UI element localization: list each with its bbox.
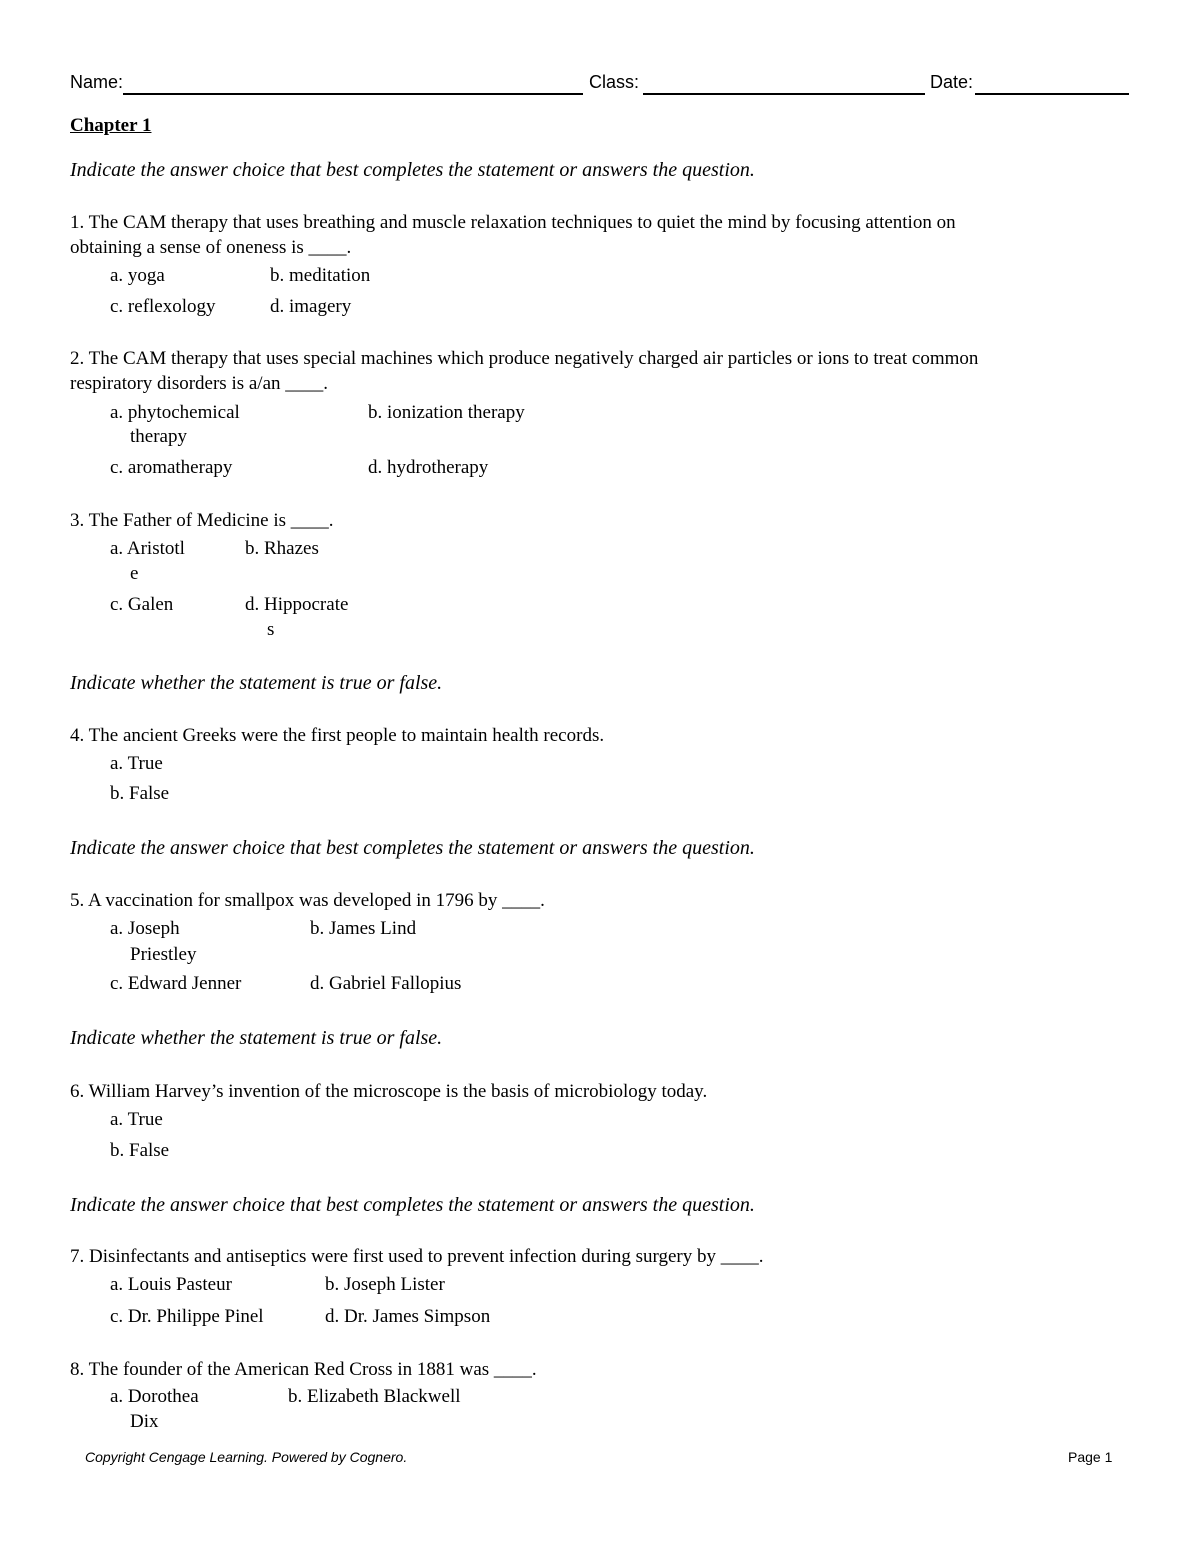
footer-copyright: Copyright Cengage Learning. Powered by Cognero. bbox=[85, 1449, 408, 1465]
instruction-mc: Indicate the answer choice that best completes the statement or answers the question. bbox=[70, 837, 755, 859]
answer-option-cont[interactable]: therapy bbox=[130, 426, 187, 447]
answer-option[interactable]: d. hydrotherapy bbox=[368, 457, 489, 478]
answer-option[interactable]: b. James Lind bbox=[310, 918, 417, 939]
question-text: 7. Disinfectants and antiseptics were first used to prevent infection during surgery by ____. bbox=[70, 1246, 764, 1267]
question-text: 6. William Harvey’s invention of the microscope is the basis of microbiology today. bbox=[70, 1081, 708, 1102]
question-text-cont: obtaining a sense of oneness is ____. bbox=[70, 237, 352, 258]
instruction-tf: Indicate whether the statement is true or false. bbox=[70, 672, 443, 694]
answer-option-cont[interactable]: s bbox=[267, 619, 275, 640]
answer-option[interactable]: c. aromatherapy bbox=[110, 457, 233, 478]
question-text: 8. The founder of the American Red Cross in 1881 was ____. bbox=[70, 1359, 537, 1380]
answer-option[interactable]: b. ionization therapy bbox=[368, 402, 525, 423]
question-text-cont: respiratory disorders is a/an ____. bbox=[70, 373, 329, 394]
answer-option[interactable]: d. Hippocrate bbox=[245, 594, 349, 615]
answer-option[interactable]: c. Edward Jenner bbox=[110, 973, 242, 994]
answer-option[interactable]: a. yoga bbox=[110, 265, 165, 286]
answer-option[interactable]: d. imagery bbox=[270, 296, 352, 317]
answer-option[interactable]: b. Joseph Lister bbox=[325, 1274, 445, 1295]
answer-option[interactable]: b. False bbox=[110, 783, 170, 804]
question-text: 1. The CAM therapy that uses breathing and muscle relaxation techniques to quiet the mind by focusing attention on bbox=[70, 212, 956, 233]
answer-option[interactable]: b. Rhazes bbox=[245, 538, 319, 559]
chapter-title: Chapter 1 bbox=[70, 115, 152, 136]
answer-option-cont[interactable]: Dix bbox=[130, 1411, 159, 1432]
answer-option-cont[interactable]: Priestley bbox=[130, 944, 197, 965]
answer-option[interactable]: d. Gabriel Fallopius bbox=[310, 973, 462, 994]
instruction-mc: Indicate the answer choice that best completes the statement or answers the question. bbox=[70, 1194, 755, 1216]
answer-option[interactable]: a. True bbox=[110, 1109, 163, 1130]
name-label: Name: bbox=[70, 72, 124, 92]
answer-option[interactable]: a. Aristotl bbox=[110, 538, 185, 559]
date-field-line[interactable] bbox=[975, 93, 1129, 95]
answer-option[interactable]: a. phytochemical bbox=[110, 402, 240, 423]
question-text: 3. The Father of Medicine is ____. bbox=[70, 510, 334, 531]
answer-option[interactable]: b. meditation bbox=[270, 265, 371, 286]
answer-option[interactable]: a. Dorothea bbox=[110, 1386, 199, 1407]
question-text: 5. A vaccination for smallpox was developed in 1796 by ____. bbox=[70, 890, 545, 911]
class-field-line[interactable] bbox=[643, 93, 925, 95]
answer-option[interactable]: c. reflexology bbox=[110, 296, 216, 317]
question-text: 2. The CAM therapy that uses special machines which produce negatively charged air particles or ions to treat common bbox=[70, 348, 979, 369]
answer-option-cont[interactable]: e bbox=[130, 563, 139, 584]
class-label: Class: bbox=[589, 72, 640, 92]
answer-option[interactable]: a. True bbox=[110, 753, 163, 774]
answer-option[interactable]: c. Galen bbox=[110, 594, 174, 615]
answer-option[interactable]: a. Joseph bbox=[110, 918, 180, 939]
answer-option[interactable]: a. Louis Pasteur bbox=[110, 1274, 232, 1295]
date-label: Date: bbox=[930, 72, 974, 92]
answer-option[interactable]: b. Elizabeth Blackwell bbox=[288, 1386, 461, 1407]
answer-option[interactable]: b. False bbox=[110, 1140, 170, 1161]
question-text: 4. The ancient Greeks were the first people to maintain health records. bbox=[70, 725, 605, 746]
name-field-line[interactable] bbox=[123, 93, 583, 95]
answer-option[interactable]: d. Dr. James Simpson bbox=[325, 1306, 491, 1327]
instruction-tf: Indicate whether the statement is true or false. bbox=[70, 1027, 443, 1049]
page-number: Page 1 bbox=[1068, 1449, 1113, 1465]
answer-option[interactable]: c. Dr. Philippe Pinel bbox=[110, 1306, 264, 1327]
instruction-mc: Indicate the answer choice that best completes the statement or answers the question. bbox=[70, 159, 755, 181]
